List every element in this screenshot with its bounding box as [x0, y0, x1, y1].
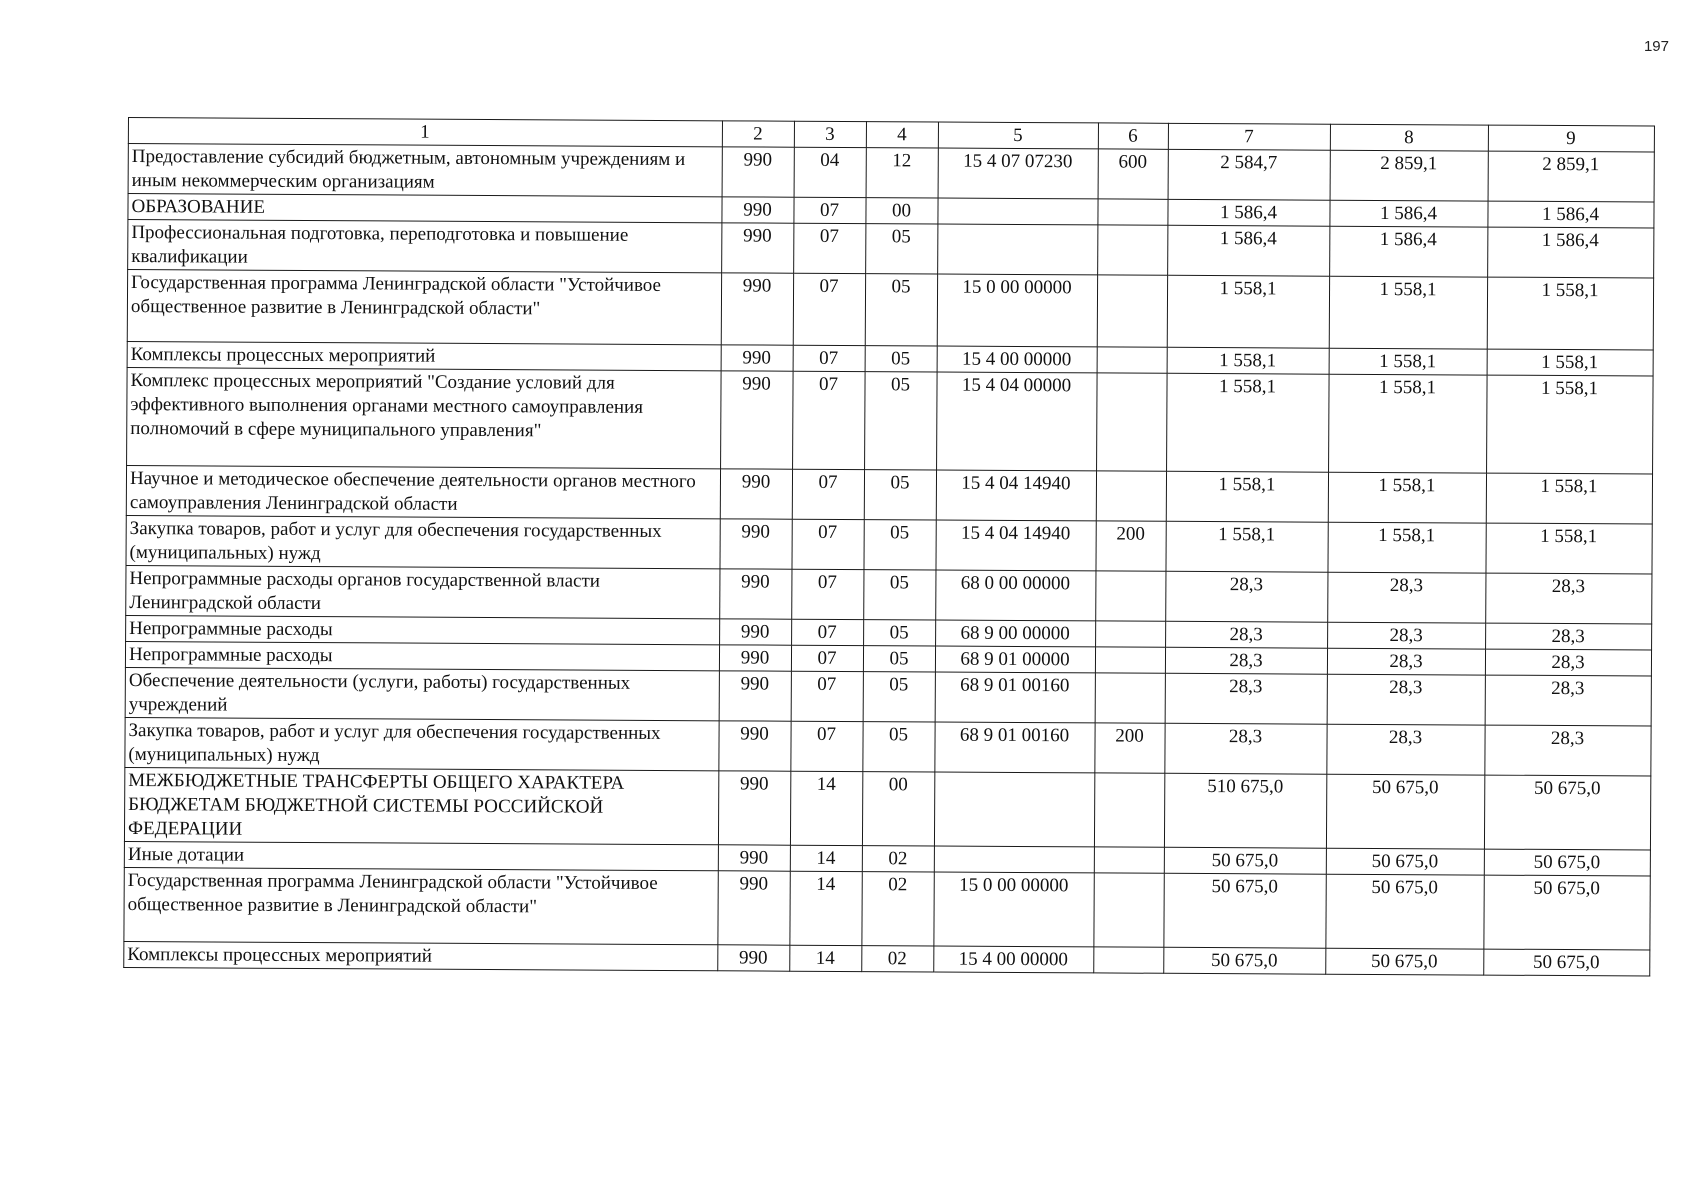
amount-cell-7: 50 675,0 [1164, 873, 1326, 948]
section-code-cell: 07 [793, 371, 866, 469]
amount-cell-7: 1 558,1 [1166, 471, 1328, 522]
section-code-cell: 04 [794, 147, 866, 197]
amount-cell-9: 1 558,1 [1487, 375, 1654, 474]
amount-cell-9: 1 586,4 [1488, 227, 1654, 278]
section-code-cell: 07 [792, 519, 864, 569]
section-code-cell: 14 [790, 871, 862, 945]
expense-type-cell: 600 [1098, 149, 1168, 199]
amount-cell-9: 28,3 [1486, 623, 1652, 650]
row-name-cell: Предоставление субсидий бюджетным, автономным учреждениям и иным некоммерческим организациям [128, 144, 722, 197]
table-row [125, 667, 1651, 726]
table-row [127, 367, 1654, 474]
admin-code-cell: 990 [720, 469, 792, 519]
row-name-cell: Иные дотации [124, 841, 718, 870]
amount-cell-9: 2 859,1 [1488, 151, 1654, 202]
amount-cell-8: 1 558,1 [1329, 374, 1488, 473]
column-header: 4 [866, 122, 938, 148]
column-header: 6 [1098, 123, 1168, 149]
amount-cell-8: 1 558,1 [1328, 472, 1486, 523]
subsection-code-cell: 05 [866, 224, 938, 274]
table-row [124, 767, 1650, 850]
target-article-cell: 15 0 00 00000 [934, 872, 1094, 947]
expense-type-cell [1097, 275, 1167, 347]
amount-cell-9: 1 558,1 [1487, 349, 1653, 376]
amount-cell-9: 1 558,1 [1487, 277, 1653, 350]
amount-cell-9: 1 558,1 [1486, 473, 1652, 524]
amount-cell-7: 1 558,1 [1166, 521, 1328, 572]
target-article-cell: 15 4 07 07230 [938, 148, 1098, 199]
row-name-cell: Обеспечение деятельности (услуги, работы) государственных учреждений [125, 667, 719, 720]
section-code-cell: 07 [792, 469, 864, 519]
target-article-cell: 68 9 01 00000 [935, 646, 1095, 673]
amount-cell-8: 50 675,0 [1326, 948, 1484, 975]
table-row [124, 867, 1650, 950]
subsection-code-cell: 12 [866, 148, 938, 198]
row-name-cell: Закупка товаров, работ и услуг для обеспечения государственных (муниципальных) нужд [125, 717, 719, 770]
column-header: 3 [794, 121, 866, 147]
section-code-cell: 07 [793, 273, 865, 345]
target-article-cell: 68 9 01 00160 [935, 722, 1095, 773]
expense-type-cell [1094, 873, 1164, 947]
column-header: 9 [1488, 125, 1654, 152]
target-article-cell [938, 224, 1098, 275]
amount-cell-7: 28,3 [1166, 571, 1328, 622]
section-code-cell: 07 [791, 645, 863, 671]
subsection-code-cell: 02 [862, 872, 934, 946]
target-article-cell [934, 846, 1094, 873]
admin-code-cell: 990 [720, 569, 792, 619]
expense-type-cell: 200 [1095, 723, 1165, 773]
target-article-cell: 15 4 04 14940 [936, 520, 1096, 571]
amount-cell-8: 1 558,1 [1329, 276, 1487, 349]
subsection-code-cell: 05 [865, 346, 937, 372]
expense-type-cell [1094, 947, 1164, 973]
section-code-cell: 07 [792, 619, 864, 645]
expense-type-cell [1097, 347, 1167, 373]
row-name-cell: Государственная программа Ленинградской области "Устойчивое общественное развитие в Ленинградской области" [127, 270, 721, 345]
target-article-cell: 68 9 01 00160 [935, 672, 1095, 723]
row-name-cell: Комплексы процессных мероприятий [127, 341, 721, 370]
admin-code-cell: 990 [721, 345, 793, 371]
column-header: 7 [1168, 123, 1330, 150]
table-row [128, 144, 1654, 203]
amount-cell-8: 1 558,1 [1328, 522, 1486, 573]
subsection-code-cell: 00 [862, 772, 934, 846]
expense-type-cell [1098, 225, 1168, 275]
row-name-cell: Комплекс процессных мероприятий "Создание условий для эффективного выполнения органами местного самоуправления полномочий в сфере муниципального управления" [127, 367, 722, 468]
target-article-cell: 15 0 00 00000 [937, 274, 1097, 347]
target-article-cell: 15 4 04 14940 [936, 470, 1096, 521]
row-name-cell: Государственная программа Ленинградской области "Устойчивое общественное развитие в Ленинградской области" [124, 867, 718, 944]
amount-cell-9: 28,3 [1485, 649, 1651, 676]
target-article-cell [938, 198, 1098, 225]
amount-cell-9: 50 675,0 [1484, 875, 1650, 950]
amount-cell-7: 50 675,0 [1164, 847, 1326, 874]
amount-cell-8: 28,3 [1327, 724, 1485, 775]
amount-cell-7: 510 675,0 [1164, 773, 1326, 848]
row-name-cell: Комплексы процессных мероприятий [124, 941, 718, 970]
amount-cell-7: 28,3 [1165, 647, 1327, 674]
section-code-cell: 14 [790, 771, 862, 845]
amount-cell-8: 2 859,1 [1330, 150, 1488, 201]
admin-code-cell: 990 [718, 771, 790, 845]
amount-cell-7: 28,3 [1165, 673, 1327, 724]
amount-cell-9: 28,3 [1485, 675, 1651, 726]
column-header: 1 [128, 118, 722, 147]
row-name-cell: Непрограммные расходы [125, 641, 719, 670]
table-row [126, 565, 1652, 624]
column-header: 5 [938, 122, 1098, 149]
amount-cell-9: 28,3 [1486, 573, 1652, 624]
subsection-code-cell: 02 [862, 846, 934, 872]
amount-cell-7: 50 675,0 [1164, 947, 1326, 974]
target-article-cell: 15 4 04 00000 [937, 372, 1098, 471]
amount-cell-7: 1 586,4 [1168, 225, 1330, 276]
row-name-cell: ОБРАЗОВАНИЕ [128, 194, 722, 223]
amount-cell-8: 28,3 [1327, 648, 1485, 675]
section-code-cell: 07 [793, 345, 865, 371]
expense-type-cell [1096, 621, 1166, 647]
subsection-code-cell: 02 [862, 946, 934, 972]
target-article-cell: 15 4 00 00000 [937, 346, 1097, 373]
admin-code-cell: 990 [718, 845, 790, 871]
page-number: 197 [1643, 38, 1669, 55]
admin-code-cell: 990 [722, 147, 794, 197]
amount-cell-8: 50 675,0 [1326, 848, 1484, 875]
subsection-code-cell: 05 [863, 722, 935, 772]
table-row [128, 220, 1654, 279]
subsection-code-cell: 05 [865, 372, 938, 470]
subsection-code-cell: 05 [864, 520, 936, 570]
section-code-cell: 14 [790, 845, 862, 871]
admin-code-cell: 990 [720, 619, 792, 645]
amount-cell-7: 2 584,7 [1168, 149, 1330, 200]
amount-cell-9: 1 558,1 [1486, 523, 1652, 574]
amount-cell-8: 50 675,0 [1326, 874, 1484, 949]
subsection-code-cell: 05 [864, 470, 936, 520]
expense-type-cell [1095, 673, 1165, 723]
target-article-cell: 68 9 00 00000 [936, 620, 1096, 647]
subsection-code-cell: 05 [863, 672, 935, 722]
table-row [126, 515, 1652, 574]
amount-cell-7: 1 558,1 [1167, 275, 1329, 348]
row-name-cell: Научное и методическое обеспечение деятельности органов местного самоуправления Ленинградской области [126, 465, 720, 518]
target-article-cell [934, 772, 1094, 847]
amount-cell-9: 50 675,0 [1484, 849, 1650, 876]
subsection-code-cell: 00 [866, 198, 938, 224]
subsection-code-cell: 05 [864, 570, 936, 620]
amount-cell-9: 1 586,4 [1488, 201, 1654, 228]
admin-code-cell: 990 [722, 223, 794, 273]
expense-type-cell [1098, 199, 1168, 225]
table-row [126, 465, 1652, 524]
subsection-code-cell: 05 [864, 620, 936, 646]
row-name-cell: Профессиональная подготовка, переподготовка и повышение квалификации [128, 220, 722, 273]
amount-cell-8: 1 558,1 [1329, 348, 1487, 375]
admin-code-cell: 990 [718, 945, 790, 971]
expense-type-cell [1094, 773, 1164, 847]
amount-cell-7: 1 558,1 [1167, 373, 1330, 472]
subsection-code-cell: 05 [865, 274, 937, 346]
admin-code-cell: 990 [721, 273, 793, 345]
section-code-cell: 07 [794, 223, 866, 273]
amount-cell-8: 28,3 [1328, 622, 1486, 649]
subsection-code-cell: 05 [863, 646, 935, 672]
row-name-cell: Закупка товаров, работ и услуг для обеспечения государственных (муниципальных) нужд [126, 515, 720, 568]
column-header: 8 [1330, 124, 1488, 151]
table-row [127, 270, 1653, 351]
expense-type-cell [1096, 571, 1166, 621]
amount-cell-8: 28,3 [1328, 572, 1486, 623]
admin-code-cell: 990 [719, 671, 791, 721]
column-header: 2 [722, 121, 794, 147]
amount-cell-8: 1 586,4 [1330, 200, 1488, 227]
expense-type-cell [1096, 471, 1166, 521]
section-code-cell: 07 [792, 569, 864, 619]
section-code-cell: 07 [791, 721, 863, 771]
expense-type-cell [1095, 647, 1165, 673]
section-code-cell: 07 [791, 671, 863, 721]
expense-type-cell [1097, 373, 1168, 471]
expense-type-cell [1094, 847, 1164, 873]
admin-code-cell: 990 [722, 197, 794, 223]
row-name-cell: Непрограммные расходы [126, 615, 720, 644]
amount-cell-9: 50 675,0 [1484, 949, 1650, 976]
amount-cell-8: 28,3 [1327, 674, 1485, 725]
target-article-cell: 68 0 00 00000 [936, 570, 1096, 621]
amount-cell-7: 1 558,1 [1167, 347, 1329, 374]
admin-code-cell: 990 [720, 519, 792, 569]
section-code-cell: 14 [790, 945, 862, 971]
amount-cell-9: 50 675,0 [1484, 775, 1650, 850]
admin-code-cell: 990 [721, 371, 794, 469]
amount-cell-8: 1 586,4 [1330, 226, 1488, 277]
amount-cell-7: 28,3 [1165, 723, 1327, 774]
amount-cell-9: 28,3 [1485, 725, 1651, 776]
amount-cell-8: 50 675,0 [1326, 774, 1484, 849]
amount-cell-7: 1 586,4 [1168, 199, 1330, 226]
admin-code-cell: 990 [719, 721, 791, 771]
admin-code-cell: 990 [718, 871, 790, 945]
section-code-cell: 07 [794, 197, 866, 223]
target-article-cell: 15 4 00 00000 [934, 946, 1094, 973]
row-name-cell: МЕЖБЮДЖЕТНЫЕ ТРАНСФЕРТЫ ОБЩЕГО ХАРАКТЕРА БЮДЖЕТАМ БЮДЖЕТНОЙ СИСТЕМЫ РОССИЙСКОЙ ФЕДЕРАЦИИ [124, 767, 718, 844]
row-name-cell: Непрограммные расходы органов государственной власти Ленинградской области [126, 565, 720, 618]
admin-code-cell: 990 [719, 645, 791, 671]
table-row [125, 717, 1651, 776]
amount-cell-7: 28,3 [1166, 621, 1328, 648]
budget-table [123, 117, 1655, 977]
expense-type-cell: 200 [1096, 521, 1166, 571]
